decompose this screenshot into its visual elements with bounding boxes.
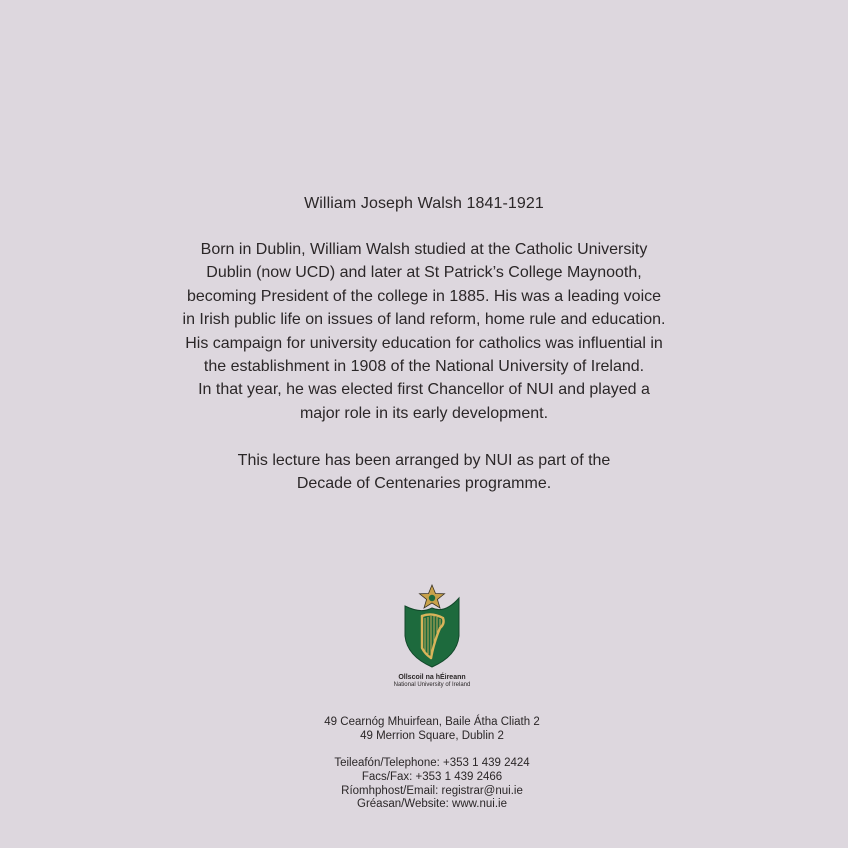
email-line: Ríomhphost/Email: registrar@nui.ie [341,784,523,797]
address-line: 49 Merrion Square, Dublin 2 [360,729,504,742]
bio-line: becoming President of the college in 1885. His was a leading voice [186,287,662,305]
bio-line: major role in its early development. [299,404,549,422]
website-line: Gréasan/Website: www.nui.ie [357,798,507,811]
nui-logo [380,584,484,694]
note-line: This lecture has been arranged by NUI as part of the [237,452,611,469]
fax-line: Facs/Fax: +353 1 439 2466 [361,770,503,783]
bio-line: the establishment in 1908 of the National University of Ireland. [203,358,645,376]
note-line: Decade of Centenaries programme. [296,475,552,493]
bio-line: Dublin (now UCD) and later at St Patrick’s College Maynooth, [206,264,642,282]
postal-address [0,716,848,744]
bio-line: Born in Dublin, William Walsh studied at the Catholic University [200,241,648,258]
page-title: William Joseph Walsh 1841-1921 [304,195,544,212]
bio-line: His campaign for university education for catholics was influential in [185,334,663,352]
lecture-note [0,449,848,496]
telephone-line: Teileafón/Telephone: +353 1 439 2424 [334,757,530,769]
logo-name-irish: Ollscoil na hÉireann [398,674,466,681]
bio-line: In that year, he was elected first Chancellor of NUI and played a [198,381,650,399]
harp-shield-crest-icon [401,584,463,668]
bio-line: in Irish public life on issues of land reform, home rule and education. [182,311,666,329]
contact-details [0,757,848,812]
logo-name-english: National University of Ireland [393,682,471,688]
biography-paragraph [0,238,848,425]
address-line: 49 Cearnóg Mhuirfean, Baile Átha Cliath 2 [324,716,540,728]
